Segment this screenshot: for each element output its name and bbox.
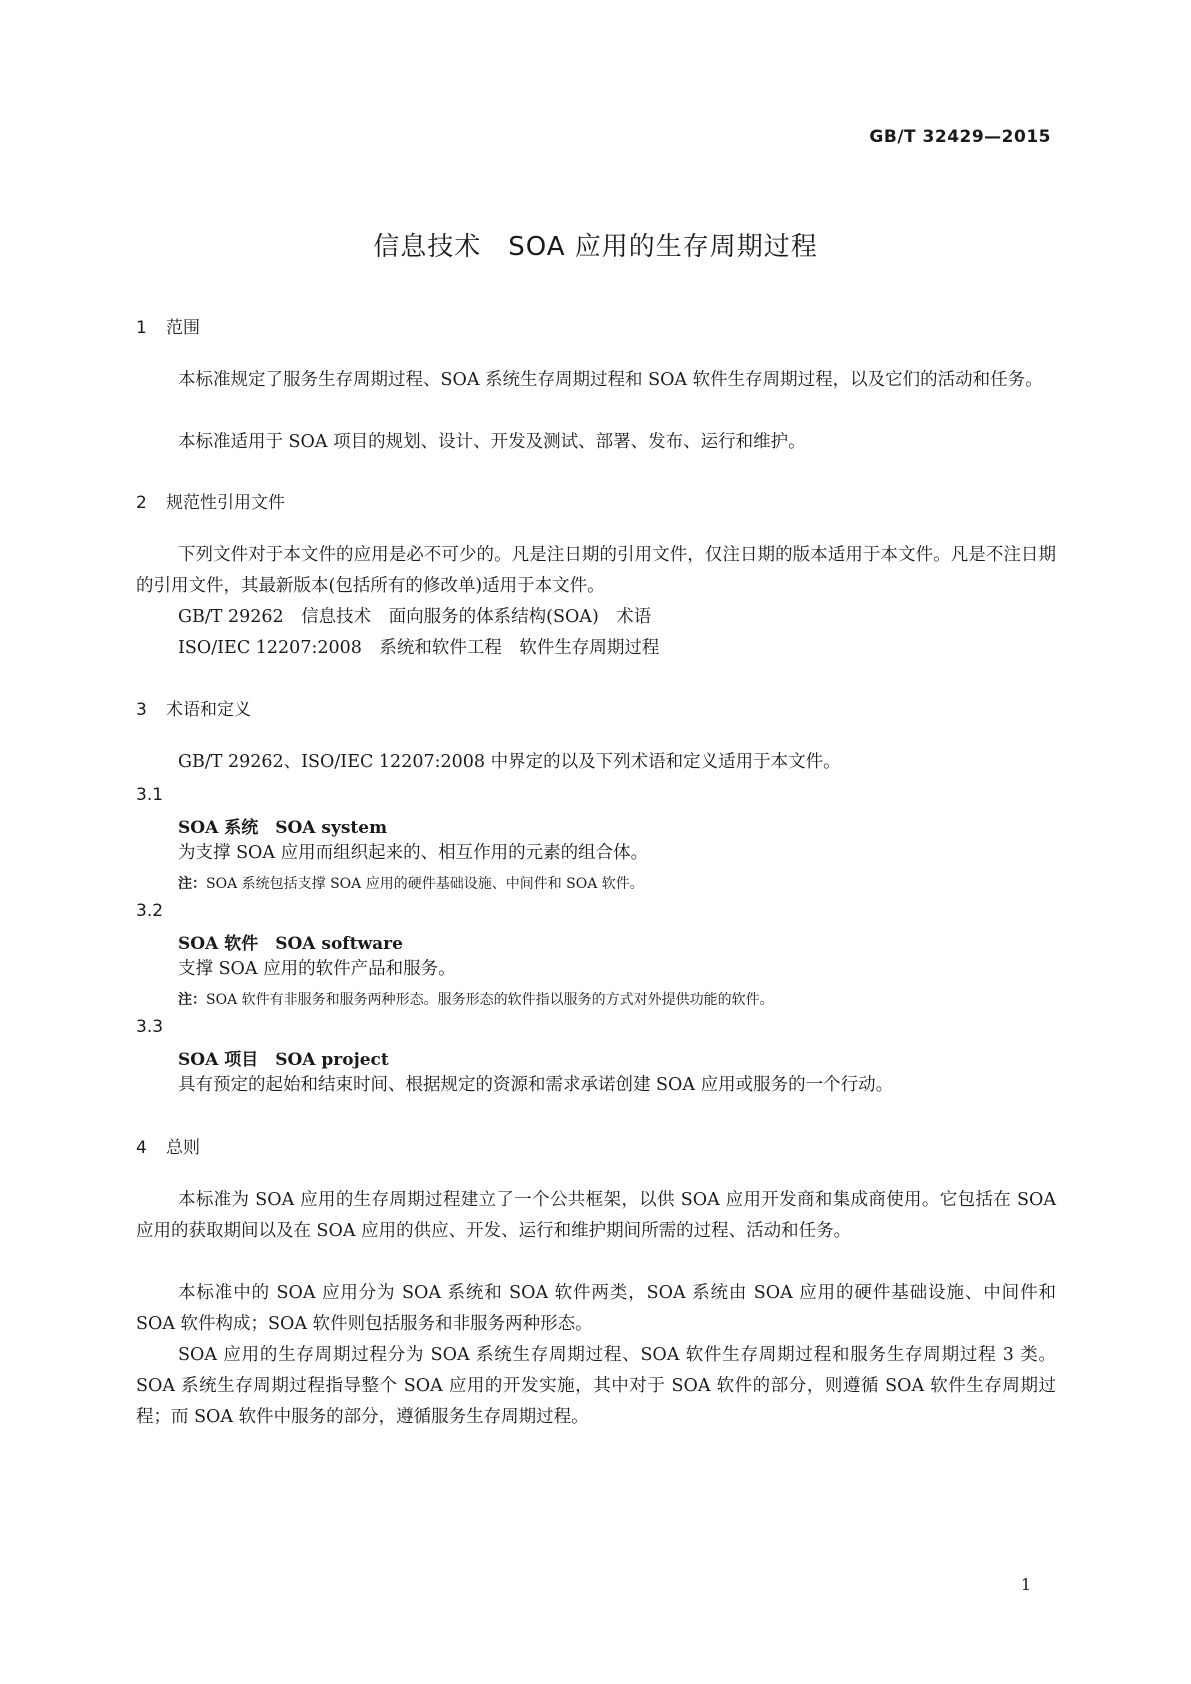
term-definition: 支撑 SOA 应用的软件产品和服务。 [178, 959, 456, 979]
term-note [178, 873, 644, 893]
section-number: 2 [136, 493, 147, 513]
paragraph: 本标准适用于 SOA 项目的规划、设计、开发及测试、部署、发布、运行和维护。 [178, 432, 806, 452]
page-number: 1 [1020, 1575, 1031, 1594]
term-definition: 具有预定的起始和结束时间、根据规定的资源和需求承诺创建 SOA 应用或服务的一个行动。 [178, 1075, 894, 1095]
section-number: 3 [136, 700, 147, 720]
section-title: 术语和定义 [166, 700, 251, 720]
note-text: SOA 系统包括支撑 SOA 应用的硬件基础设施、中间件和 SOA 软件。 [206, 876, 644, 892]
standard-number: GB/T 32429—2015 [869, 127, 1051, 147]
term-definition: 为支撑 SOA 应用而组织起来的、相互作用的元素的组合体。 [178, 843, 649, 863]
section-2-heading [136, 488, 285, 513]
term-name: SOA 软件 SOA software [178, 934, 403, 954]
note-text: SOA 软件有非服务和服务两种形态。服务形态的软件指以服务的方式对外提供功能的软件。 [206, 992, 774, 1008]
term-number: 3.1 [136, 785, 164, 805]
document-title: 信息技术 SOA 应用的生存周期过程 [373, 232, 818, 262]
section-title: 规范性引用文件 [166, 493, 285, 513]
reference-item: ISO/IEC 12207:2008 系统和软件工程 软件生存周期过程 [178, 638, 660, 658]
paragraph: 本标准中的 SOA 应用分为 SOA 系统和 SOA 软件两类，SOA 系统由 SOA 应用的硬件基础设施、中间件和 SOA 软件构成；SOA 软件则包括服务和非服务两种形态。 [136, 1283, 1056, 1334]
paragraph: 本标准为 SOA 应用的生存周期过程建立了一个公共框架，以供 SOA 应用开发商和集成商使用。它包括在 SOA 应用的获取期间以及在 SOA 应用的供应、开发、运行和维护期间所需的过程、活动和任务。 [136, 1190, 1056, 1241]
note-label: 注： [178, 876, 206, 892]
paragraph: 本标准规定了服务生存周期过程、SOA 系统生存周期过程和 SOA 软件生存周期过程，以及它们的活动和任务。 [178, 370, 1043, 390]
note-label: 注： [178, 992, 206, 1008]
term-number: 3.3 [136, 1017, 164, 1037]
section-number: 4 [136, 1138, 147, 1158]
term-name: SOA 项目 SOA project [178, 1050, 389, 1070]
term-number: 3.2 [136, 901, 164, 921]
section-3-heading [136, 695, 251, 720]
paragraph: 下列文件对于本文件的应用是必不可少的。凡是注日期的引用文件，仅注日期的版本适用于本文件。凡是不注日期的引用文件，其最新版本(包括所有的修改单)适用于本文件。 [136, 545, 1056, 596]
section-title: 范围 [166, 318, 200, 338]
paragraph: GB/T 29262、ISO/IEC 12207:2008 中界定的以及下列术语和定义适用于本文件。 [178, 752, 841, 772]
section-1-heading [136, 313, 200, 338]
section-number: 1 [136, 318, 147, 338]
term-note [178, 989, 774, 1009]
term-name: SOA 系统 SOA system [178, 818, 388, 838]
section-title: 总则 [166, 1138, 200, 1158]
paragraph: SOA 应用的生存周期过程分为 SOA 系统生存周期过程、SOA 软件生存周期过程和服务生存周期过程 3 类。SOA 系统生存周期过程指导整个 SOA 应用的开发实施，其中对于 SOA 软件的部分，则遵循 SOA 软件生存周期过程；而 SOA 软件中服务的部分，遵循服务生存周期过程。 [136, 1345, 1056, 1427]
section-4-heading [136, 1133, 200, 1158]
reference-item: GB/T 29262 信息技术 面向服务的体系结构(SOA) 术语 [178, 607, 652, 627]
